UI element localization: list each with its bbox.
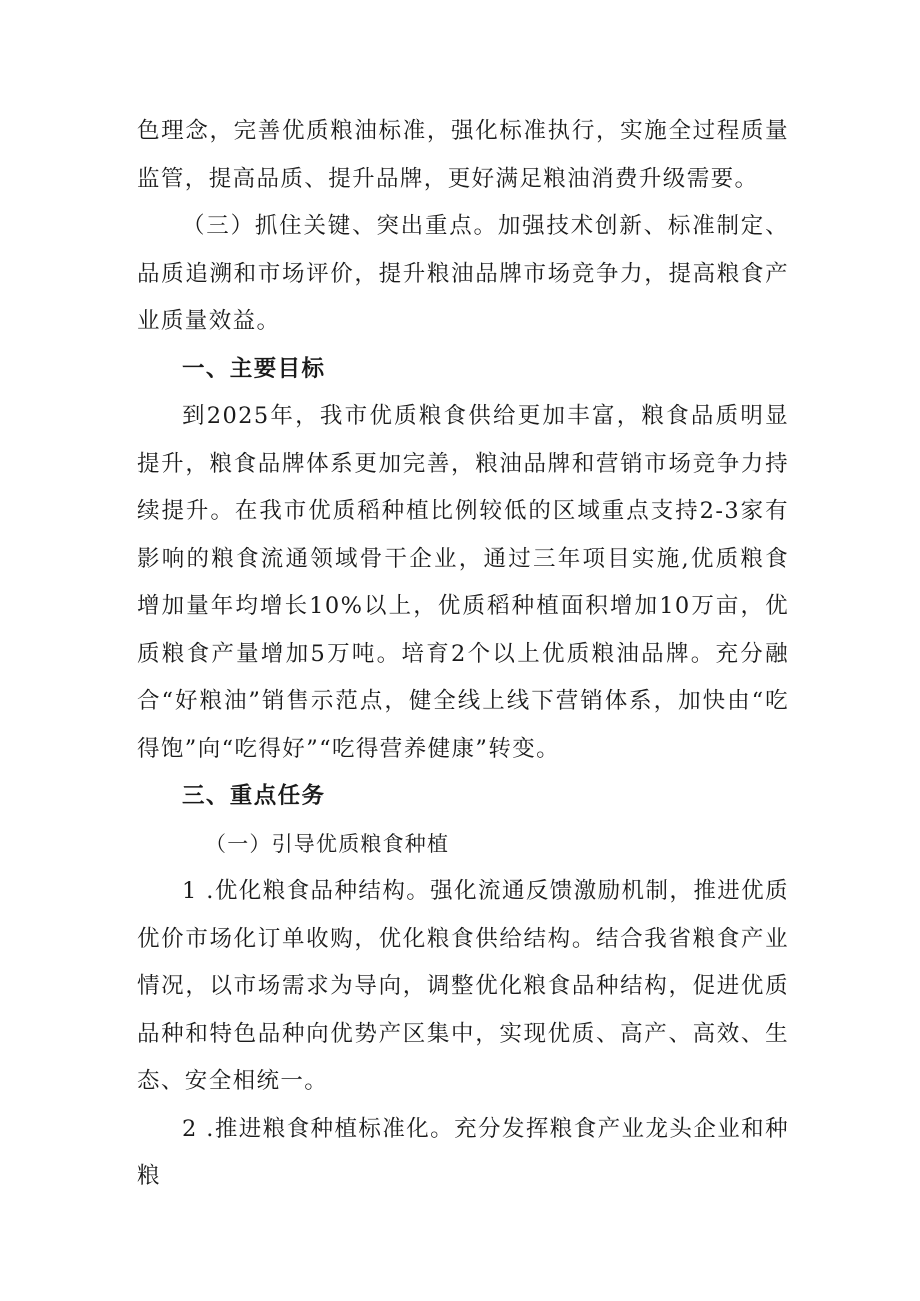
paragraph-task-2: 2 .推进粮食种植标准化。充分发挥粮食产业龙头企业和种粮 xyxy=(137,1115,789,1189)
subheading-guide-planting: （一）引导优质粮食种植 xyxy=(205,831,450,856)
section-heading-key-tasks: 三、重点任务 xyxy=(182,783,326,809)
document-page xyxy=(137,108,789,1201)
paragraph-principle-3: （三）抓住关键、突出重点。加强技术创新、标准制定、品质追溯和市场评价，提升粮油品牌市场竞争力，提高粮食产业质量效益。 xyxy=(137,213,789,334)
section-heading-main-goals: 一、主要目标 xyxy=(182,355,326,382)
paragraph-task-1: 1 .优化粮食品种结构。强化流通反馈激励机制，推进优质优价市场化订单收购，优化粮食供给结构。结合我省粮食产业情况，以市场需求为导向，调整优化粮食品种结构，促进优质品种和特色品种向优势产区集中，实现优质、高产、高效、生态、安全相统一。 xyxy=(137,878,789,1094)
paragraph-continued: 色理念，完善优质粮油标准，强化标准执行，实施全过程质量监管，提高品质、提升品牌，更好满足粮油消费升级需要。 xyxy=(137,118,789,192)
paragraph-goals: 到2025年，我市优质粮食供给更加丰富，粮食品质明显提升，粮食品牌体系更加完善，粮油品牌和营销市场竞争力持续提升。在我市优质稻种植比例较低的区域重点支持2-3家有影响的粮食流通领域骨干企业，通过三年项目实施,优质粮食增加量年均增长10%以上，优质稻种植面积增加10万亩，优质粮食产量增加5万吨。培育2个以上优质粮油品牌。充分融合“好粮油”销售示范点，健全线上线下营销体系，加快由“吃得饱”向“吃得好”“吃得营养健康”转变。 xyxy=(137,403,789,762)
